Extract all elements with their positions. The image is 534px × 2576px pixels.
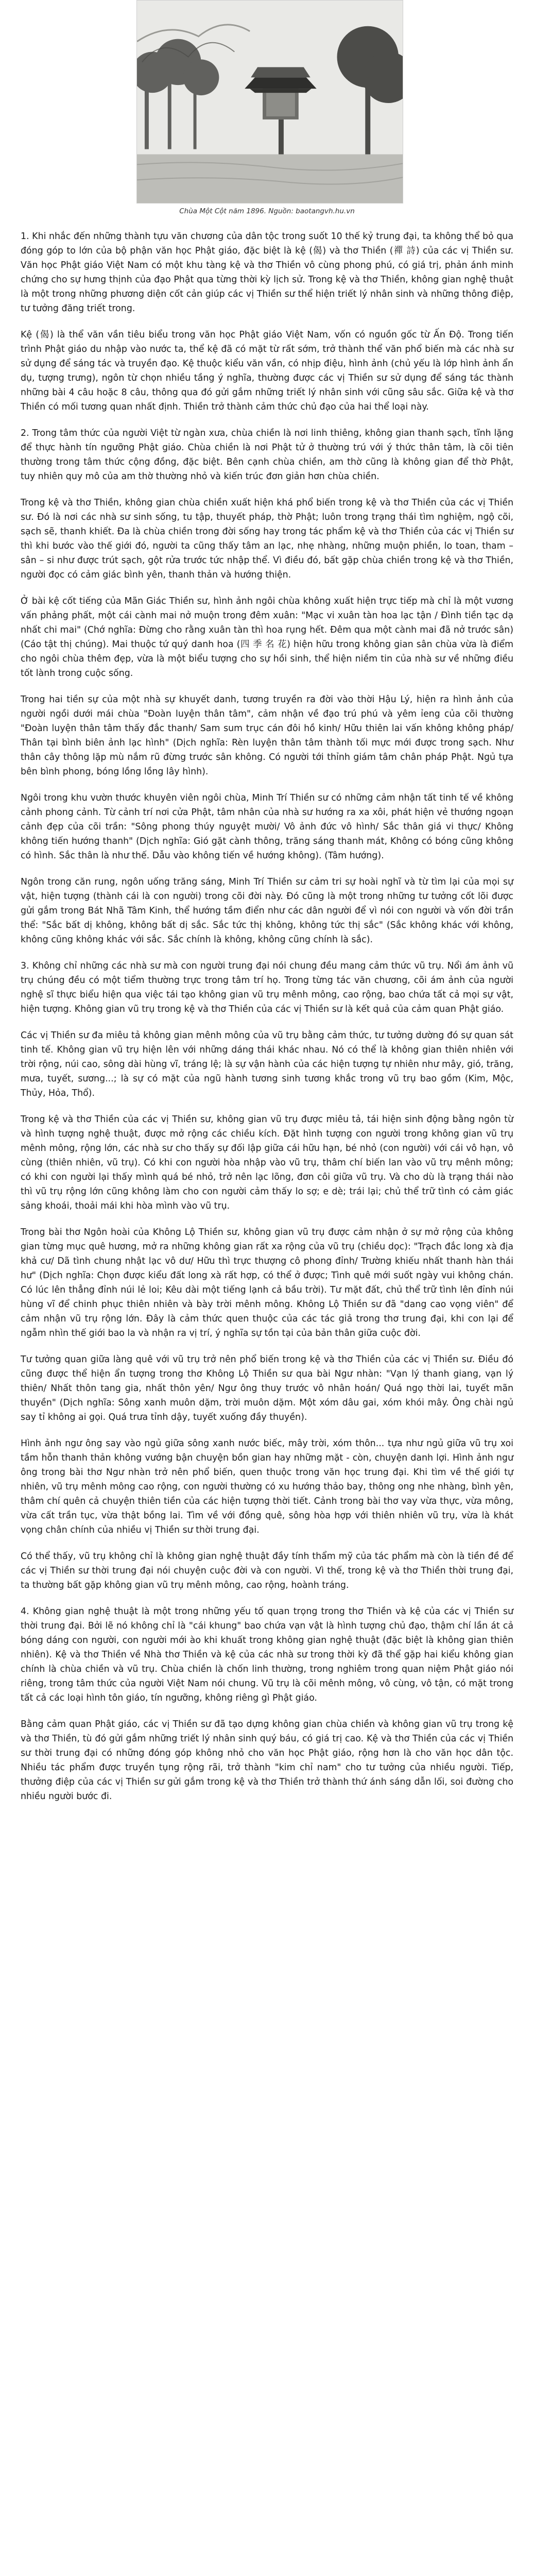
article-body: [21, 229, 513, 1816]
paragraph: Trong hai tiền sự của một nhà sự khuyết danh, tương truyền ra đời vào thời Hậu Lý, hiện ra hình ảnh của người ngồi dưới mái chùa "Đoàn luyện thân tâm", cảm nhận về đạo trú phú và yêm ỉeng của cõi thường "Đoàn luyện thân tâm thấy đắc thanh/ Sam sum trục cán đôi hồ kinh/ Hữu thiên lai vấn không không pháp/ Thân tại bình biên ảnh lạc hình" (Dịch nghĩa: Rèn luyện thân tâm thành tối mực mới được trong sạch. Như thân cây thông lặp mù nắm rũ đừng trước sân không. Có người tới thỉnh giám tâm chân pháp Phật. Ngủ tựa bên bình phong, bóng lồng lồng lây hình).: [21, 694, 513, 777]
paragraph: 4. Không gian nghệ thuật là một trong những yếu tố quan trọng trong thơ Thiền và kệ của các vị Thiền sư thời trung đại. Bởi lẽ nó không chỉ là "cái khung" bao chứa vạn vật là hình tượng chủ đạo, thậm chí lần át cả bóng dáng con người, con người mới ào khi khuất trong không gian nghệ thuật (đặc biệt là không gian thiên nhiên). Kệ và thơ Thiền về Nhà thơ Thiền và kệ của các nhà sư trong thời kỳ đã thể gặp hai kiểu không gian chính là chùa chiền và vũ trụ. Chùa chiền là chốn linh thường, trong nghiêm trong quan niệm Phật giáo nói riêng, trong tâm thức của người Việt Nam nói chung. Vũ trụ là cõi mênh mông, vô cùng, vô tận, có mặt trong tất cả các loại hình tôn giáo, tín ngưỡng, không riêng gì Phật giáo.: [21, 1606, 513, 1703]
paragraph: Kệ (偈) là thể văn vần tiêu biểu trong văn học Phật giáo Việt Nam, vốn có nguồn gốc từ Ấn Độ. Trong tiến trình Phật giáo du nhập vào nước ta, thể kệ đã có mặt từ rất sớm, trở thành thể văn phổ biến mà các nhà sư sử dụng để sáng tác và truyền đạo. Kệ thuộc kiểu văn vần, có nhịp điệu, hình ảnh (chủ yếu là lớp hình ảnh ẩn dụ, tượng trưng), ngôn từ chọn nhiều tầng ý nghĩa, thường được các vị Thiền sư sử dụng để sáng tác thành những bài 4 câu hoặc 8 câu, thông qua đó gửi gắm những triết lý nhân sinh với cũng sâu sắc. Giữa kệ và thơ Thiền có mối tương quan nhất định. Thiền trở thành cảm thức chủ đạo của hai thể loại này.: [21, 330, 513, 412]
paragraph: 1. Khi nhắc đến những thành tựu văn chương của dân tộc trong suốt 10 thế kỷ trung đại, ta không thể bỏ qua đóng góp to lớn của bộ phận văn học Phật giáo, đặc biệt là kệ (偈) và thơ Thiền (禪 詩) của các vị Thiền sư. Văn học Phật giáo Việt Nam có một khu tàng kệ và thơ Thiền vô cùng phong phú, có giá trị, phản ánh minh chứng cho sự hưng thịnh của đạo Phật qua từng thời kỳ lịch sử. Trong kệ và thơ Thiền, không gian nghệ thuật là một trong những phương diện cốt cản giúp các vị Thiền sư thể hiện triết lý nhân sinh và những thông điệp, tư tưởng đăng triết trong.: [21, 231, 513, 314]
paragraph: Tư tưởng quan giữa làng quê với vũ trụ trở nên phổ biến trong kệ và thơ Thiền của các vị Thiền sư. Điều đó cũng được thể hiện ẩn tượng trong thơ Không Lộ Thiền sư qua bài Ngư nhàn: "Vạn lý thanh giang, vạn lý thiên/ Nhất thôn tang gia, nhất thôn yên/ Ngư ông thuy trước vô nhân hoán/ Quá ngọ thời lai, tuyết mãn thuyền" (Dịch nghĩa: Sông xanh muôn dặm, trời muôn dặm. Một xóm dâu gai, xóm khói mây. Ông chài ngủ say tỉ không ai gọi. Quá trưa tỉnh dậy, tuyết xuống đầy thuyền).: [21, 1354, 513, 1422]
paragraph: Có thể thấy, vũ trụ không chỉ là không gian nghệ thuật đầy tính thẩm mỹ của tác phẩm mà còn là tiền đề để các vị Thiền sư thời trung đại nói chuyện cuộc đời và con người. Vì thế, trong kệ và thơ Thiền thời trung đại, ta thường bất gặp không gian vũ trụ mênh mông, cao rộng, hoành tráng.: [21, 1551, 513, 1590]
paragraph: Bằng cảm quan Phật giáo, các vị Thiền sư đã tạo dựng không gian chùa chiền và không gian vũ trụ trong kệ và thơ Thiền, tù đó gửi gắm những triết lý nhân sinh quý báu, có giá trị cao. Kệ và thơ Thiền của các vị Thiền sư thời trung đại có những đóng góp không nhỏ cho văn học Phật giáo, rộng hơn là cho văn học dân tộc. Nhiều tác phẩm được truyền tụng rộng rãi, trở thành "kim chỉ nam" cho tư tưởng của nhiều người. Tiếp, thưởng điệp của các vị Thiền sư gửi gắm trong kệ và thơ Thiền trở thành thứ ánh sáng dẫn lối, soi đường cho nhiều người bước đi.: [21, 1719, 513, 1802]
paragraph: Trong bài thơ Ngôn hoài của Không Lộ Thiền sư, không gian vũ trụ được cảm nhận ở sự mở rộng của không gian từng mục quê hương, mở ra những không gian rất xa rộng của vũ trụ (chiều dọc): "Trạch đắc long xà địa khả cư/ Dã tình chung nhật lạc vô dư/ Hữu thì trực thượng cô phong đỉnh/ Trường khiếu nhất thanh hàn thái hư" (Dịch nghĩa: Chọn được kiểu đất long xà rất hợp, có thể ở được; Tình quê mới suốt ngày vui không chán. Có lúc lên thẳng đỉnh núi lẻ loi; Kêu dài một tiếng lạnh cả bầu trời). Tư mặt đất, chủ thể trữ tình lên đỉnh núi hùng vĩ để chinh phục thiên nhiên và bày trời mênh mông. Không Lộ Thiền sư đã "dang cao vọng viên" để cảm nhận vũ trụ rộng lớn. Đây là cảm thức quen thuộc của các tác giả trong thơ trung đại, khi con lại để ngẫm nhìn thế giới bao la và nhận ra vị trí, ý nghĩa sự tồn tại của bản thân giữa cuộc đời.: [21, 1227, 513, 1338]
paragraph: 3. Không chỉ những các nhà sư mà con người trung đại nói chung đều mang cảm thức vũ trụ. Nổi ám ảnh vũ trụ chúng đều có một tiểm thường trực trong tâm trí họ. Trong từng tác văn chương, cõi ám ảnh của người nghệ sĩ thực biểu hiện qua việc tái tạo không gian vũ trụ mênh mông, cao rộng, bao chứa tất cả mọi sự vật, hiện tượng. Không gian vũ trụ trong kệ và thơ Thiền của các vị Thiền sư là kết quả của cảm quan Phật giáo.: [21, 961, 513, 1014]
pagoda-photo-image: [137, 1, 403, 203]
article-photo: [136, 0, 403, 204]
paragraph: Các vị Thiền sư đa miêu tả không gian mênh mông của vũ trụ bằng cảm thức, tư tưởng dường đó sự quan sát tinh tế. Không gian vũ trụ hiện lên với những dáng thái khác nhau. Nó có thể là không gian thiên nhiên với trời rộng, núi cao, sông dài hùng vĩ, tráng lệ; là sự vận hành của các hiện tượng tự nhiên như mây, gió, trăng, mưa, tuyết, sương...; là sự có mặt của ngũ hành tương sinh tương khắc trong vũ trụ bao gồm (Kim, Mộc, Thủy, Hỏa, Thổ).: [21, 1030, 513, 1098]
photo-caption: Chùa Một Cột năm 1896. Nguồn: baotangvh.hu.vn: [179, 207, 355, 215]
paragraph: Trong kệ và thơ Thiền, không gian chùa chiền xuất hiện khá phổ biến trong kệ và thơ Thiền của các vị Thiền sư. Đó là nơi các nhà sư sinh sống, tu tập, thuyết pháp, thờ Phật; luôn trong trạng thái tìm nghiệm, ngộ cõi, sạch sẽ, thanh khiết. Đa là chùa chiền trong đời sống hay trong tác phẩm kệ và thơ Thiền của các vị Thiền sư thì khi bước vào thế giới đó, người ta cũng thấy tâm an lạc, nhẹ nhàng, những muộn phiền, lo toan, tham – sân – si như được trút sạch, gột rửa trước tức nhập thể. Vì điều đó, bất gặp chùa chiền trong kệ và thơ Thiền, người đọc có cảm giác bình yên, thanh thản và hướng thiện.: [21, 498, 513, 580]
paragraph: Hình ảnh ngư ông say vào ngủ giữa sông xanh nước biếc, mây trời, xóm thôn... tựa như ngủ giữa vũ trụ xoi tầm hỗn thanh thản không vướng bận chuyện bồn gian hay những mặt - còn, chuyện danh lợi. Hình ảnh ngư ông trong bài thơ Ngư nhàn trở nên phổ biến, quen thuộc trong văn học trung đại. Khi tìm về thế giới tự nhiên, vũ trụ mênh mông cao rộng, con người thường có xu hướng thảo bay, thông ong nhe nhàng, bình yên, thâm chí quên cả chuyện thiên tiền của các hiện tượng thời tiết. Cảnh trong bài thơ vay vừa thực, vừa mông, vừa cất trần tục, vừa thật bồng lai. Tìm về với đồng quê, sông hòa hợp với thiên nhiên vũ trụ, vừa là khát vọng chân chính của nhiều vị Thiền sư thời trung đại.: [21, 1438, 513, 1535]
paragraph: Trong kệ và thơ Thiền của các vị Thiền sư, không gian vũ trụ được miêu tả, tái hiện sinh động bằng ngôn từ và hình tượng nghệ thuật, được mở rộng các chiều kích. Đặt hình tượng con người trong không gian vũ trụ mênh mông, rộng lớn, các nhà sư cho thấy sự đối lập giữa cái hữu hạn, bé nhỏ (con người) với cái vô hạn, vô cùng (thiên nhiên, vũ trụ). Có khi con người hòa nhập vào vũ trụ, thâm chí biến lan vào vũ trụ mênh mông; có khi con người lại thấy mình quá bé nhỏ, trở nên lạc lõng, đơn côi giữa vũ trụ. Và cho dù là trạng thái nào thì vũ trụ rộng lớn cũng không làm cho con người cảm thấy lo sợ; e dè; trái lại; chủ thể trữ tình có cảm giác sảng khoái, thoải mái khi hòa mình vào vũ trụ.: [21, 1114, 513, 1211]
paragraph: Ngôi trong khu vườn thước khuyên viên ngôi chùa, Minh Trí Thiền sư có những cảm nhận tất tinh tế về không cảnh phong cảnh. Từ cảnh trí nơi cửa Phật, tâm nhân của nhà sư hướng ra xa xôi, phát hiện vẻ thướng ngoạn cảnh đẹp của cõi trần: "Sông phong thúy nguyệt mười/ Vô ảnh đức vô hình/ Sắc thân giá vi thực/ Không không tiến hướng thanh" (Dịch nghĩa: Gió gặt cành thông, trăng sáng thanh mát, Không có bóng cũng không có hình. Sắc thân là như thế. Dẫu vào không tiến về hướng không). (Tâm hướng).: [21, 793, 513, 861]
paragraph: Ở bài kệ cốt tiếng của Mãn Giác Thiền sư, hình ảnh ngôi chùa không xuất hiện trực tiếp mà chỉ là một vương vấn phảng phất, một cái cành mai nở muộn trong đêm xuân: "Mạc vi xuân tàn hoa lạc tận / Đình tiền tạc dạ nhất chi mai" (Chớ nghĩa: Đừng cho rằng xuân tàn thì hoa rụng hết. Đêm qua một cành mai đã nở trước sân) (Cáo tật thị chúng). Mai thuộc tứ quý danh hoa (四 季 名 花) hiện hữu trong không gian sân chùa vừa là điểm cho ngôi chùa thêm đẹp, vừa là một biểu tượng cho sự hồi sinh, thể hiện niềm tin của nhà sư về những điều tốt lành trong cuộc sống.: [21, 596, 513, 679]
paragraph: Ngôn trong căn rung, ngôn uống trăng sáng, Minh Trí Thiền sư cảm tri sự hoài nghĩ và từ tìm lại của mọi sự vật, hiện tượng (thành cái là con người) trong cõi đời này. Đó cũng là một trong những tư tưởng cốt lõi được gửi gắm trong Bát Nhã Tâm Kinh, thể hướng tầm điển như các dân người để vì nói con người và vốn đời trần thể: "Sắc bất dị không, không bất dị sắc. Sắc tức thị không, không tức thị sắc" (Sắc không khác với không, không cũng không khác với sắc. Sắc chính là không, không cũng chính là sắc).: [21, 877, 513, 945]
paragraph: 2. Trong tâm thức của người Việt từ ngàn xưa, chùa chiền là nơi linh thiêng, không gian thanh sạch, tĩnh lặng để thực hành tín ngưỡng Phật giáo. Chùa chiền là nơi Phật tử ở thường trú với ý thức thân tâm, là cõi tiên thường trong tâm thức cộng đồng, đặc biệt. Bên cạnh chùa chiền, am thờ cũng là không gian để thờ Phật, tuy nhiên quy mô của am thờ thường nhỏ và kiến trúc đơn giản hơn chùa chiền.: [21, 428, 513, 482]
